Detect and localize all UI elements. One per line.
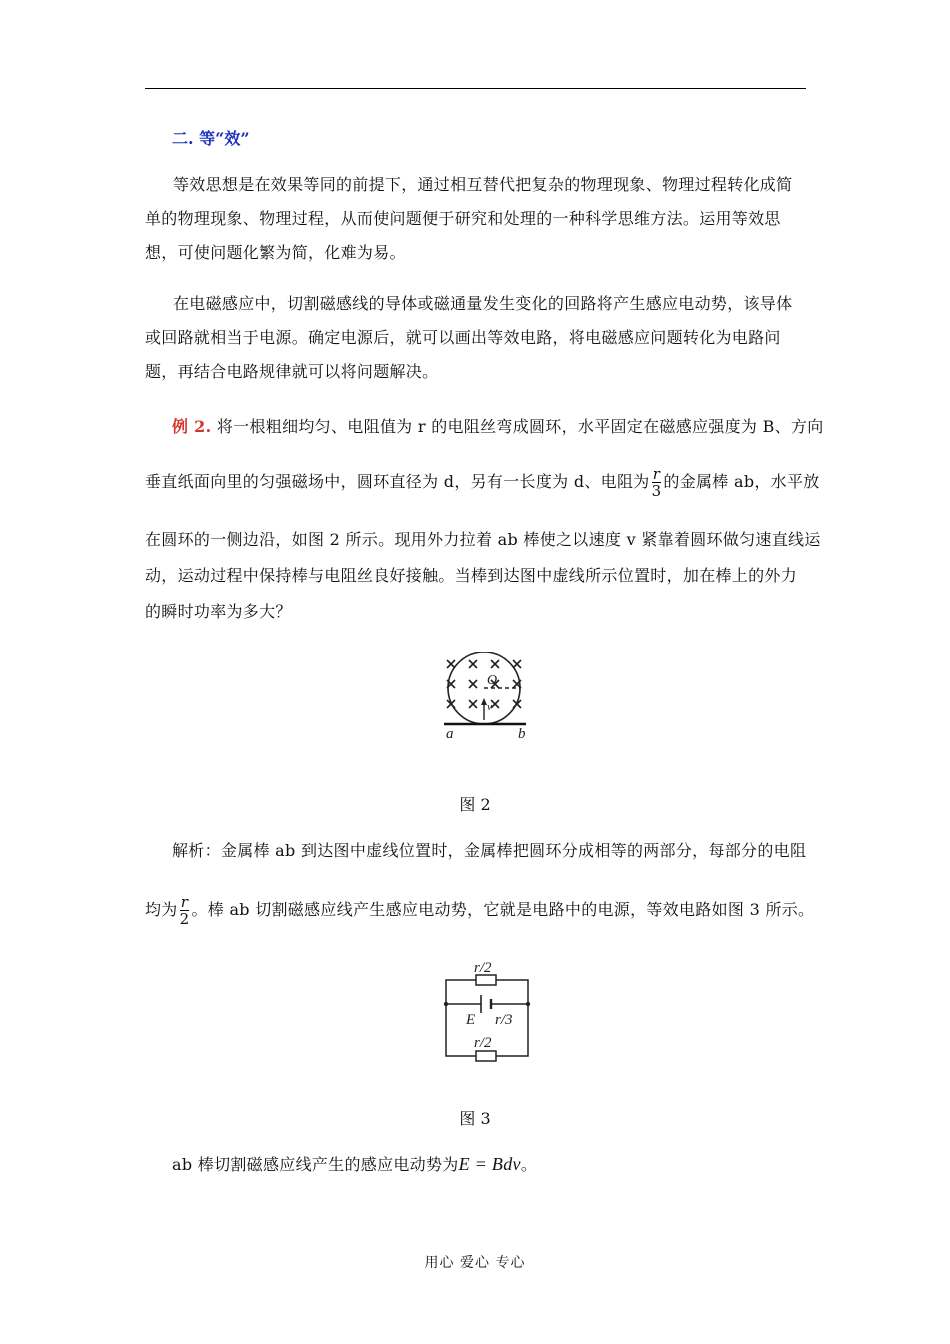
header-rule [145, 88, 806, 89]
fraction-r-over-2: $\frac{r}{2}$ [179, 893, 190, 928]
resistor-bottom [476, 1051, 496, 1061]
paragraph-em-induction: 在电磁感应中，切割磁感线的导体或磁通量发生变化的回路将产生感应电动势，该导体或回路就相当于电源。确定电源后，就可以画出等效电路，将电磁感应问题转化为电路问题，再结合电路规律就可以将问题解决。 [145, 294, 793, 381]
analysis-line-2: 均为 $\frac{r}{2}$ 。棒 ab 切割磁感应线产生感应电动势，它就是电路中的电源，等效电路如图 3 所示。 [145, 893, 815, 928]
junction-right [526, 1002, 530, 1006]
example-label: 例 2. [172, 417, 212, 436]
example-line-2: 垂直纸面向里的匀强磁场中，圆环直径为 d，另有一长度为 d、电阻为 $\frac{r}{3}$ 的金属棒 ab，水平放 [145, 465, 820, 500]
example-line-1: 例 2. 将一根粗细均匀、电阻值为 r 的电阻丝弯成圆环，水平固定在磁感应强度为 B、方向 [172, 417, 824, 436]
emf-formula: E = Bdv [458, 1154, 521, 1174]
example-line-4: 动，运动过程中保持棒与电阻丝良好接触。当棒到达图中虚线所示位置时，加在棒上的外力 [145, 566, 798, 585]
label-emf: E [466, 1012, 476, 1028]
resistor-top [476, 975, 496, 985]
analysis-line-1: 解析：金属棒 ab 到达图中虚线位置时，金属棒把圆环分成相等的两部分，每部分的电阻 [172, 841, 807, 860]
section-heading: 二. 等“效” [172, 129, 250, 148]
label-o: O [487, 673, 498, 688]
label-v: v [487, 701, 492, 713]
label-r-top: r/2 [474, 960, 492, 976]
label-r-bottom: r/2 [474, 1035, 492, 1051]
label-b: b [518, 726, 526, 740]
final-statement: ab 棒切割磁感应线产生的感应电动势为E = Bdv。 [172, 1154, 538, 1174]
example-line-5: 的瞬时功率为多大？ [145, 602, 292, 621]
page-footer: 用心 爱心 专心 [424, 1255, 526, 1271]
label-r-internal: r/3 [495, 1012, 513, 1028]
figure-2-caption: 图 2 [459, 795, 491, 814]
label-a: a [446, 726, 454, 740]
figure-2-diagram [440, 652, 540, 740]
figure-3-caption: 图 3 [459, 1109, 491, 1128]
fraction-r-over-3: $\frac{r}{3}$ [651, 465, 662, 500]
paragraph-equivalence-idea: 等效思想是在效果等同的前提下，通过相互替代把复杂的物理现象、物理过程转化成简单的物理现象、物理过程，从而使问题便于研究和处理的一种科学思维方法。运用等效思想，可使问题化繁为简，化难为易。 [145, 175, 793, 262]
junction-left [444, 1002, 448, 1006]
figure-3-circuit [440, 958, 536, 1062]
example-line-3: 在圆环的一侧边沿，如图 2 所示。现用外力拉着 ab 棒使之以速度 v 紧靠着圆环做匀速直线运 [145, 530, 821, 549]
